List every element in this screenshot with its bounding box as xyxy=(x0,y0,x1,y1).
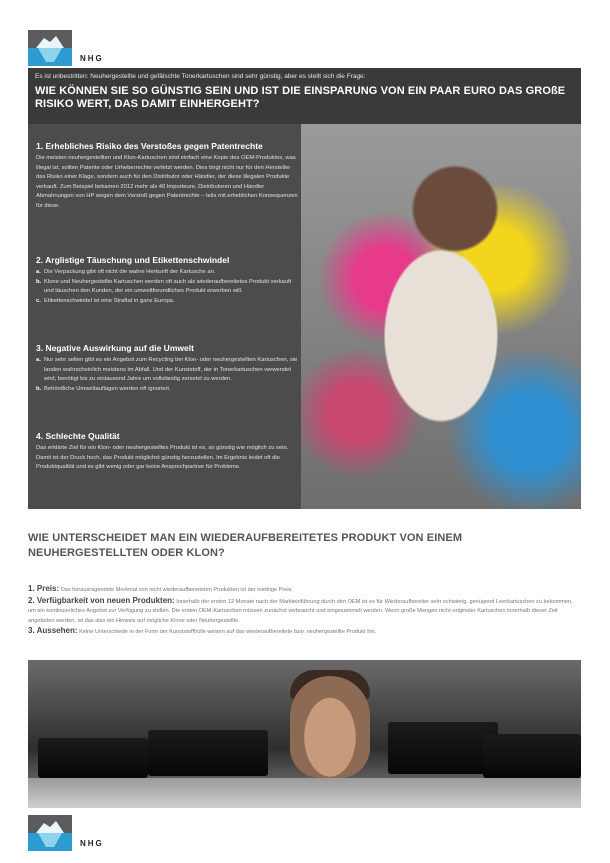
hero-photo-man-colored-powder xyxy=(301,124,581,509)
hero-panel xyxy=(28,68,581,509)
list-item: b. Behördliche Umweltauflagen werden oft ignoriert. xyxy=(36,385,171,392)
brand-name: NHG xyxy=(80,54,104,63)
brand-name: NHG xyxy=(80,839,104,848)
list-item: a. Die Verpackung gibt oft nicht die wahre Herkunft der Kartusche an. xyxy=(36,269,216,275)
section-title: 2. Arglistige Täuschung und Etikettenschwindel xyxy=(36,255,230,265)
list-item: b. Klone und Neuhergestellte Kartuschen werden oft auch als wiederaufbereitetes Produkt verkauft und täuschen den Kunden, der ein umweltfreundliches Produkt erwerben will. xyxy=(36,278,292,295)
section-body: Die meisten neuhergestellten und Klon-Kartuschen sind einfach eine Kopie des OEM-Produktes, was illegal ist, sollten Patente oder Urheberrechte verletzt werden. Dies birgt nicht nur für den Hersteller das Risiko einer Klage, sondern auch für den Distributor oder Händler, der diese illegalen Produkte verkauft. Zum Beispiel bekamen 2012 mehr als 40 Importeure, Distributoren und Händler Abmahnungen von HP wegen dem Verstoß gegen Patentrechte – teils mit erheblichen Konsequenzen für diese. xyxy=(36,155,298,209)
section-deception xyxy=(36,255,298,306)
point-availability: 2. Verfügbarkeit von neuen Produkten: Innerhalb der ersten 12 Monate nach der Markteinführung durch den OEM ist es für Wiederaufbereiter sehr schwierig, genügend Leerkartuschen zu bekommen, um ein kontinuierliches Angebot zur Verfügung zu stellen. Die ersten OEM-Kartuschen müssen zunächst verbraucht und eingesammelt werden. Wenn große Mengen nicht-originaler Kartuschen innerhalb dieser Zeit angeboten werden, ist das also ein Hinweis auf mögliche Klone oder Neuhergestellte. xyxy=(28,595,573,624)
brand-logo xyxy=(28,30,104,66)
section-environment xyxy=(36,343,298,394)
point-appearance: 3. Aussehen: Keine Unterschiede in der Form der Kunststoffhülle weisen auf das wiederaufbereitete bzw. neuhergestellte Produkt hin. xyxy=(28,626,377,635)
photo-table xyxy=(28,778,581,808)
section-title: 3. Negative Auswirkung auf die Umwelt xyxy=(36,343,194,353)
section-quality xyxy=(36,431,298,473)
comparison-points xyxy=(28,584,581,638)
iceberg-icon xyxy=(28,815,72,851)
comparison-headline: WIE UNTERSCHEIDET MAN EIN WIEDERAUFBEREITETES PRODUKT VON EINEM NEUHERGESTELLTEN ODER KLON? xyxy=(28,532,463,559)
section-title: 4. Schlechte Qualität xyxy=(36,431,120,441)
toner-cartridge xyxy=(483,734,581,778)
hero-headline: WIE KÖNNEN SIE SO GÜNSTIG SEIN UND IST DIE EINSPARUNG VON EIN PAAR EURO DAS GROßE RISIKO WERT, DAS DAMIT EINHERGEHT? xyxy=(35,85,566,110)
photo-face xyxy=(290,676,370,778)
hero-intro: Es ist unbestritten: Neuhergestellte und gefälschte Tonerkartuschen sind sehr günstig, aber es stellt sich die Frage: xyxy=(35,73,366,80)
toner-cartridge xyxy=(38,738,148,778)
list-item: a. Nur sehr selten gibt es ein Angebot zum Recycling bei Klon- oder neuhergestellten Kartuschen, sie landen wahrscheinlich meistens im Abfall. Und der Kunststoff, der in Tonerkartuschen verwendet wird, benötigt bis zu eintausend Jahre um vollständig zersetzt zu werden. xyxy=(36,357,298,383)
section-body: Das erklärte Ziel für ein Klon- oder neuhergestelltes Produkt ist es, so günstig wie möglich zu sein. Damit ist der Druck hoch, das Produkt möglichst günstig herzustellen. Im Ergebnis leidet oft die Produktqualität und es gibt wenig oder gar keine Ansprechpartner für Probleme. xyxy=(36,445,289,471)
section-patent xyxy=(36,141,298,212)
toner-cartridge xyxy=(148,730,268,776)
photo-cartridges-inspection xyxy=(28,660,581,808)
comparison-section xyxy=(28,531,581,561)
section-title: 1. Erhebliches Risiko des Verstoßes gegen Patentrechte xyxy=(36,141,263,151)
list-item: c. Etikettenschwindel ist eine Straftat in ganz Europa. xyxy=(36,297,175,304)
toner-cartridge xyxy=(388,722,498,774)
iceberg-icon xyxy=(28,30,72,66)
brand-logo-footer xyxy=(28,815,104,851)
point-price: 1. Preis: Das herausragendste Merkmal von nicht wiederaufbereiteten Produkten ist der niedrige Preis. xyxy=(28,584,293,593)
